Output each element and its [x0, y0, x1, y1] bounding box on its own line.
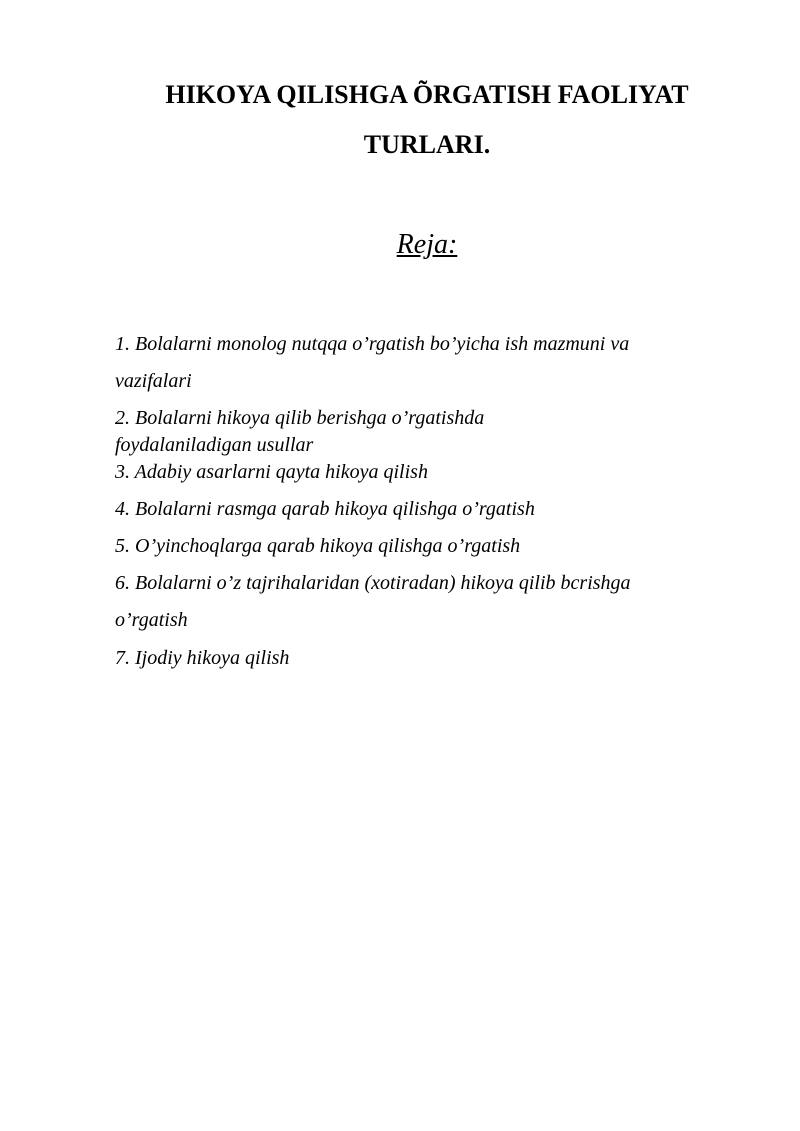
plan-heading: Reja: [396, 229, 458, 260]
plan-item-4: 4. Bolalarni rasmga qarab hikoya qilishga o’rgatish [115, 498, 535, 520]
plan-item-1-line-2: vazifalari [115, 370, 192, 392]
document-title-line-2: TURLARI. [363, 130, 491, 159]
plan-item-7: 7. Ijodiy hikoya qilish [115, 647, 290, 669]
plan-item-6-line-2: o’rgatish [115, 609, 188, 631]
plan-item-3: 3. Adabiy asarlarni qayta hikoya qilish [115, 461, 428, 483]
plan-item-5: 5. O’yinchoqlarga qarab hikoya qilishga o’rgatish [115, 535, 521, 557]
plan-item-2-line-1: 2. Bolalarni hikoya qilib berishga o’rgatishda [115, 407, 485, 429]
plan-item-1-line-1: 1. Bolalarni monolog nutqqa o’rgatish bo’yicha ish mazmuni va [115, 333, 630, 355]
plan-item-2-line-2: foydalaniladigan usullar [115, 434, 314, 456]
plan-item-6-line-1: 6. Bolalarni o’z tajrihalaridan (xotiradan) hikoya qilib bcrishga [115, 572, 631, 594]
document-title-line-1: HIKOYA QILISHGA ÕRGATISH FAOLIYAT [165, 80, 689, 109]
